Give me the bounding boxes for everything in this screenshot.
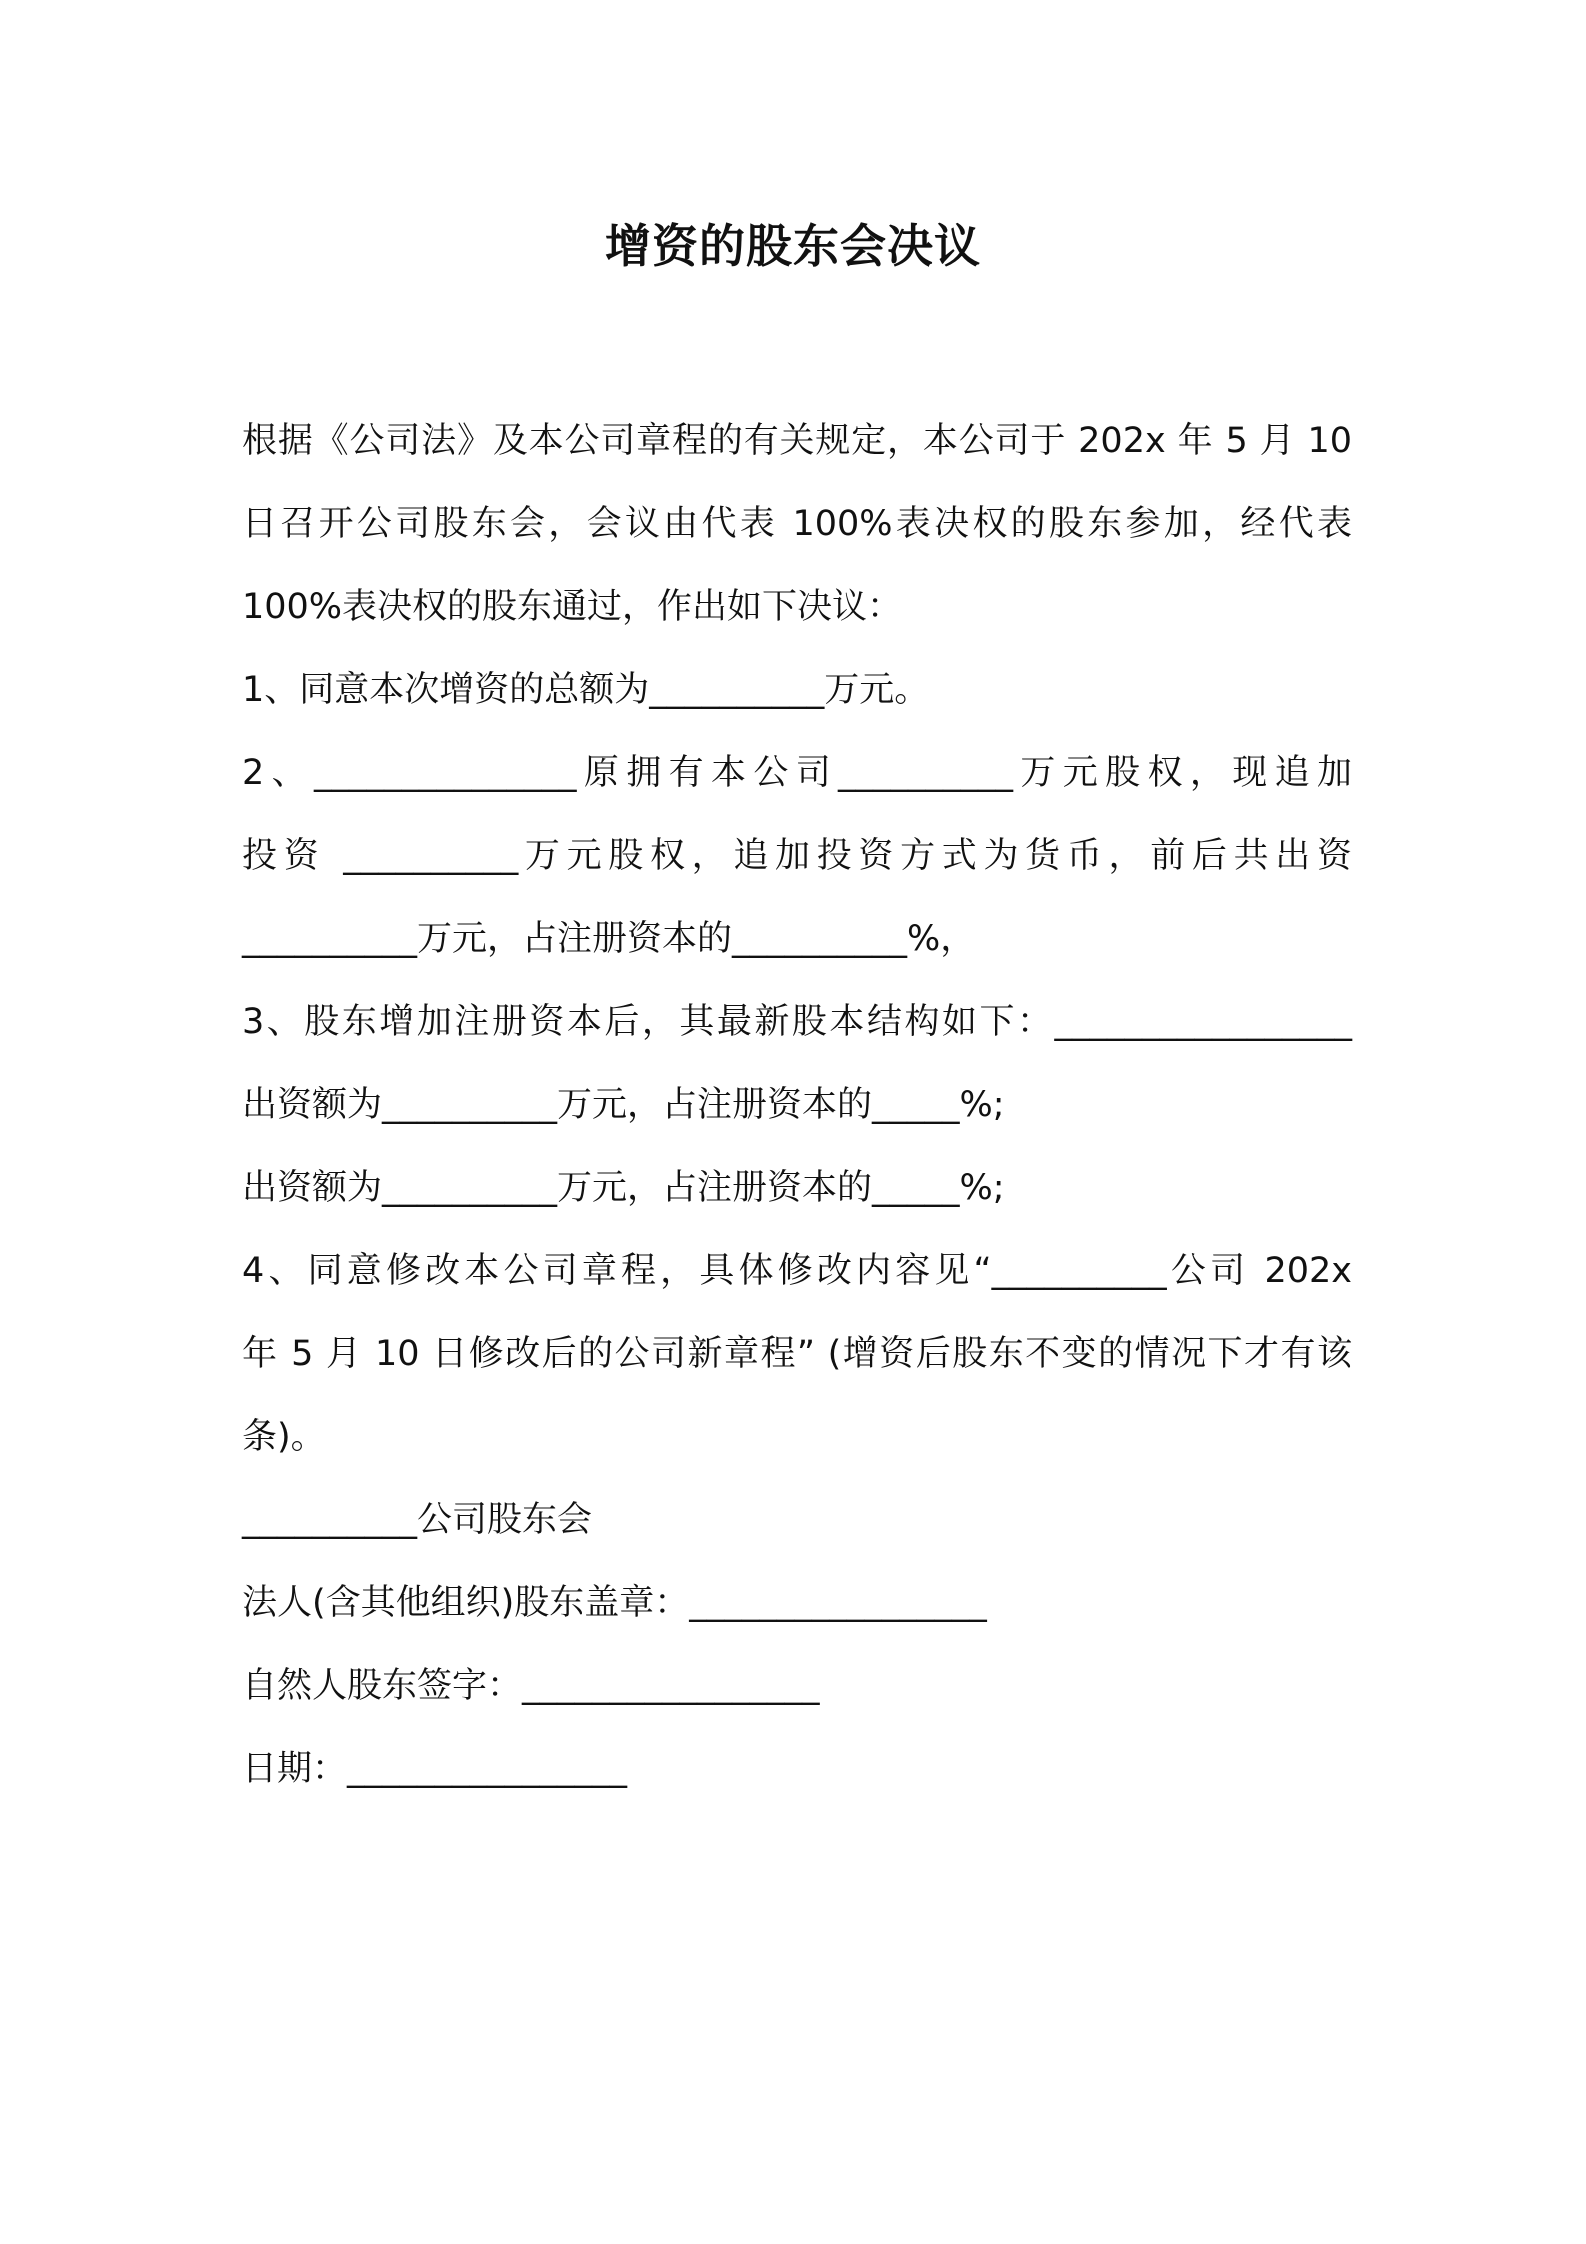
paragraph-line-3: 100%表决权的股东通过，作出如下决议： (242, 587, 903, 627)
resolution-item-3: 3、股东增加注册资本后，其最新股本结构如下：_________________ (242, 1002, 1352, 1042)
resolution-item-4-line-1: 4、同意修改本公司章程，具体修改内容见“__________公司 202x (242, 1251, 1352, 1291)
document-title: 增资的股东会决议 (605, 219, 981, 273)
resolution-item-4-line-3: 条)。 (242, 1417, 326, 1457)
resolution-item-1: 1、同意本次增资的总额为__________万元。 (242, 670, 930, 710)
resolution-item-2-line-2: 投资 __________万元股权，追加投资方式为货币，前后共出资 (242, 836, 1352, 876)
shareholder-contribution-2: 出资额为__________万元，占注册资本的_____%; (242, 1168, 1005, 1208)
natural-person-signature: 自然人股东签字：_________________ (242, 1666, 820, 1706)
resolution-item-2-line-3: __________万元，占注册资本的__________%， (242, 919, 976, 959)
resolution-item-4-line-2: 年 5 月 10 日修改后的公司新章程” (增资后股东不变的情况下才有该 (242, 1334, 1352, 1374)
shareholder-contribution-1: 出资额为__________万元，占注册资本的_____%; (242, 1085, 1005, 1125)
paragraph-line-2: 日召开公司股东会，会议由代表 100%表决权的股东参加，经代表 (242, 504, 1352, 544)
resolution-item-2-line-1: 2、_______________原拥有本公司__________万元股权，现追加 (242, 753, 1352, 793)
corporate-shareholder-seal: 法人(含其他组织)股东盖章：_________________ (242, 1583, 987, 1623)
date-line: 日期：________________ (242, 1749, 628, 1789)
company-shareholders-meeting: __________公司股东会 (242, 1500, 593, 1540)
paragraph-line-1: 根据《公司法》及本公司章程的有关规定，本公司于 202x 年 5 月 10 (242, 421, 1352, 461)
